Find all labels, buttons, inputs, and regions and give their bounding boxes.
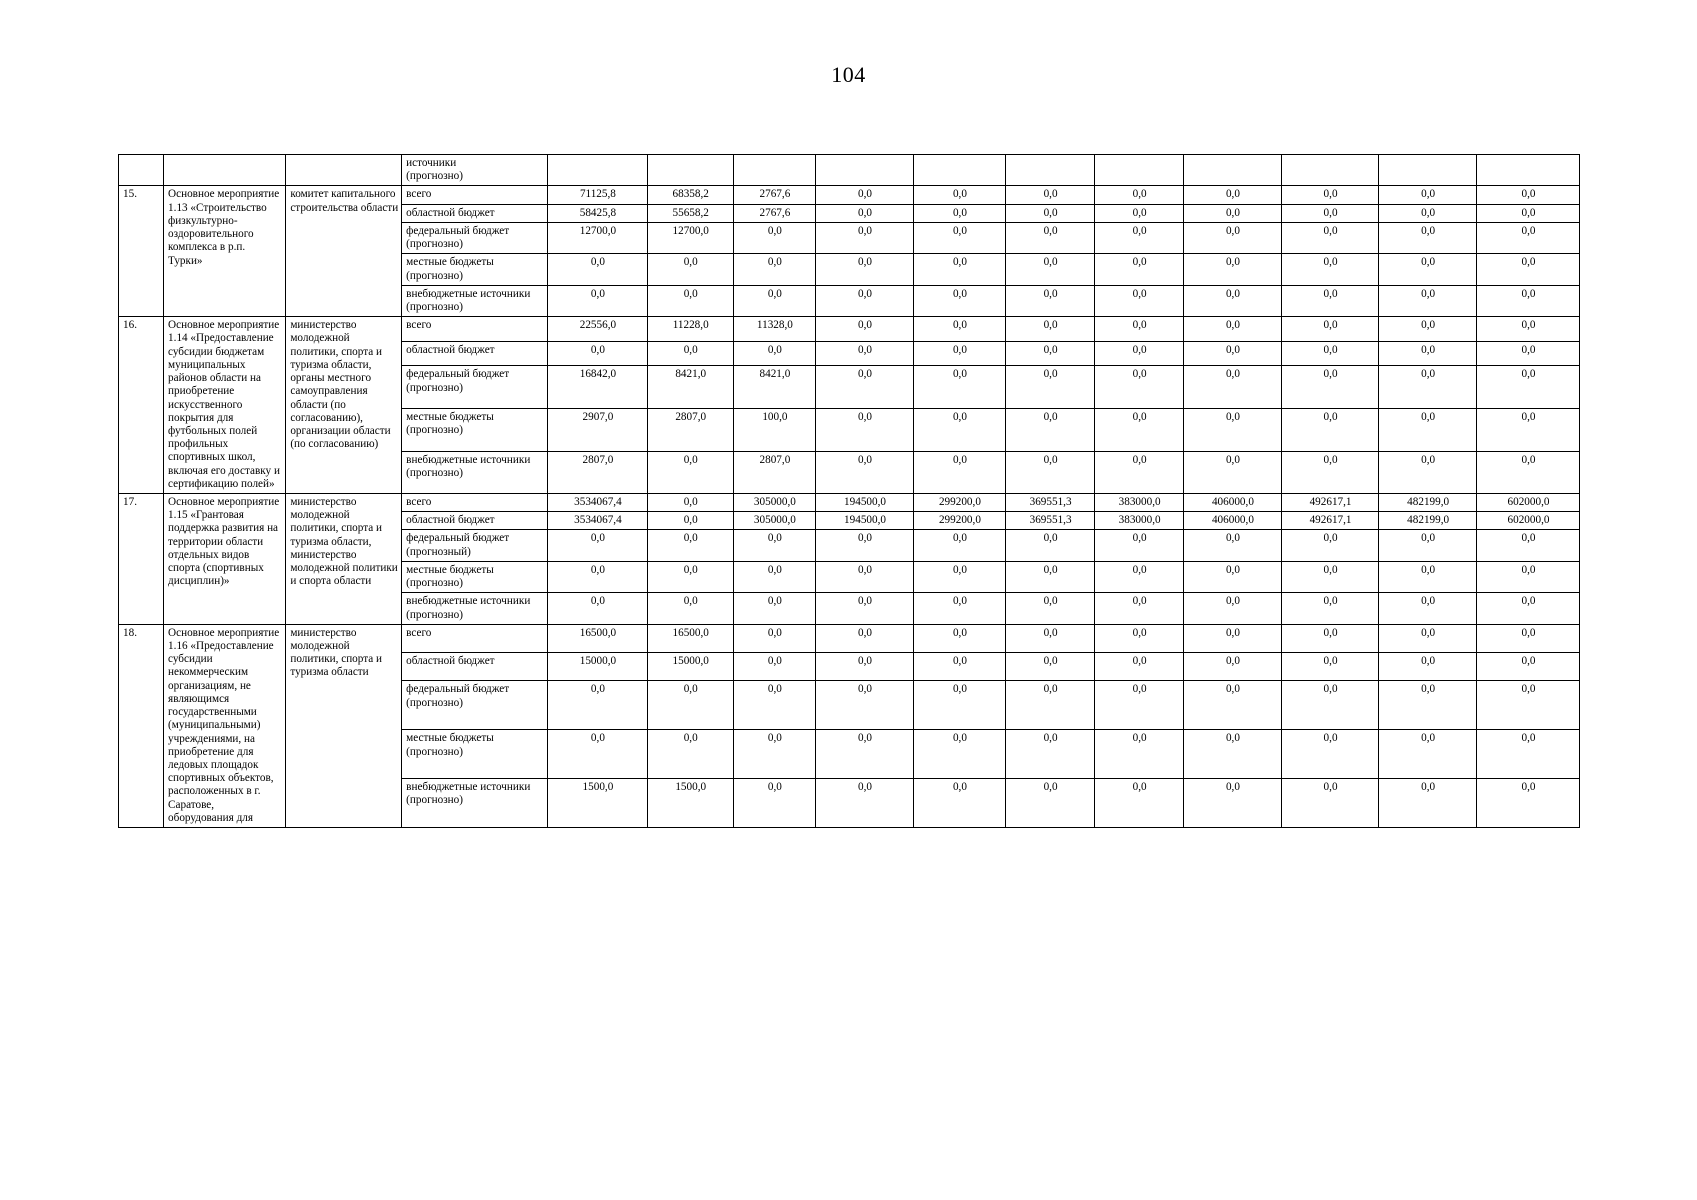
cell-source: областной бюджет (402, 204, 548, 222)
cell-value: 0,0 (1095, 317, 1184, 342)
cell-source: всего (402, 317, 548, 342)
cell-value: 0,0 (816, 730, 914, 779)
cell-value: 0,0 (1281, 222, 1379, 253)
cell-value: 0,0 (1006, 408, 1095, 451)
budget-table-body (119, 155, 1580, 828)
cell-value: 71125,8 (548, 186, 648, 204)
cell-value: 0,0 (1184, 730, 1282, 779)
cell-value: 0,0 (1184, 317, 1282, 342)
cell-value: 0,0 (816, 186, 914, 204)
cell-value: 0,0 (647, 451, 733, 494)
cell-value: 0,0 (647, 341, 733, 366)
source-line-1: источники (406, 157, 457, 169)
cell-value: 0,0 (1006, 451, 1095, 494)
cell-value: 0,0 (1476, 730, 1579, 779)
cell-value (733, 155, 816, 186)
cell-value: 0,0 (733, 530, 816, 561)
cell-value: 0,0 (1006, 624, 1095, 652)
cell-value: 0,0 (1095, 730, 1184, 779)
cell-value: 0,0 (913, 730, 1005, 779)
cell-value: 0,0 (1379, 186, 1477, 204)
cell-value: 0,0 (1281, 593, 1379, 624)
cell-value: 0,0 (816, 204, 914, 222)
cell-value: 0,0 (647, 593, 733, 624)
cell-value: 0,0 (647, 494, 733, 512)
cell-value: 0,0 (548, 561, 648, 592)
cell-value: 0,0 (1184, 593, 1282, 624)
cell-value: 0,0 (913, 530, 1005, 561)
cell-value: 383000,0 (1095, 512, 1184, 530)
cell-value: 0,0 (647, 730, 733, 779)
cell-value: 0,0 (1184, 779, 1282, 828)
cell-source: областной бюджет (402, 341, 548, 366)
cell-value: 0,0 (1184, 653, 1282, 681)
cell-value: 0,0 (733, 653, 816, 681)
cell-value: 406000,0 (1184, 494, 1282, 512)
cell-value: 482199,0 (1379, 494, 1477, 512)
cell-value: 0,0 (816, 593, 914, 624)
cell-value: 406000,0 (1184, 512, 1282, 530)
cell-value: 0,0 (1281, 561, 1379, 592)
cell-measure-name: Основное мероприятие 1.16 «Предоставление субсидии некоммерческим организациям, не являющимся государственными (муниципальными) учреждениями, на приобретение для ледовых площадок спортивных объектов, расположенных в г. Саратове, оборудования для (164, 624, 286, 827)
cell-value: 0,0 (1095, 204, 1184, 222)
cell-value: 0,0 (1476, 186, 1579, 204)
cell-value: 0,0 (1006, 204, 1095, 222)
cell-value: 0,0 (913, 204, 1005, 222)
cell-value (913, 155, 1005, 186)
cell-value (1095, 155, 1184, 186)
cell-value: 0,0 (1006, 254, 1095, 285)
cell-value: 0,0 (1476, 408, 1579, 451)
cell-measure-name: Основное мероприятие 1.14 «Предоставление субсидии бюджетам муниципальных районов области на приобретение искусственного покрытия для футбольных полей профильных спортивных школ, включая его доставку и сертификацию полей» (164, 317, 286, 494)
cell-value: 2767,6 (733, 204, 816, 222)
cell-value: 0,0 (1095, 561, 1184, 592)
cell-value: 0,0 (1281, 186, 1379, 204)
cell-value: 0,0 (1281, 730, 1379, 779)
cell-value: 0,0 (1095, 186, 1184, 204)
cell-value: 0,0 (1379, 681, 1477, 730)
cell-value: 0,0 (913, 624, 1005, 652)
cell-value: 0,0 (1379, 561, 1477, 592)
cell-value (1184, 155, 1282, 186)
cell-source: федеральный бюджет (прогнозно) (402, 681, 548, 730)
cell-responsible: министерство молодежной политики, спорта и туризма области (286, 624, 402, 827)
cell-value: 0,0 (1379, 593, 1477, 624)
cell-row-number: 15. (119, 186, 164, 317)
cell-value: 0,0 (1476, 530, 1579, 561)
cell-value: 55658,2 (647, 204, 733, 222)
cell-value: 299200,0 (913, 494, 1005, 512)
cell-value: 0,0 (1379, 285, 1477, 316)
cell-value (1476, 155, 1579, 186)
cell-value: 0,0 (913, 186, 1005, 204)
cell-value: 0,0 (1184, 530, 1282, 561)
cell-value: 0,0 (1095, 285, 1184, 316)
cell-value: 0,0 (1281, 317, 1379, 342)
cell-value: 0,0 (1184, 186, 1282, 204)
cell-value: 12700,0 (647, 222, 733, 253)
cell-value: 0,0 (733, 779, 816, 828)
cell-value: 0,0 (1476, 317, 1579, 342)
cell-value: 0,0 (1281, 408, 1379, 451)
cell-value: 299200,0 (913, 512, 1005, 530)
cell-value: 0,0 (1006, 186, 1095, 204)
cell-value: 0,0 (913, 366, 1005, 409)
cell-value: 0,0 (1379, 530, 1477, 561)
cell-value: 0,0 (913, 561, 1005, 592)
cell-value: 0,0 (733, 593, 816, 624)
cell-value: 0,0 (548, 285, 648, 316)
cell-value: 0,0 (913, 593, 1005, 624)
cell-row-number: 18. (119, 624, 164, 827)
cell-value: 0,0 (1476, 451, 1579, 494)
cell-value: 0,0 (1379, 624, 1477, 652)
cell-source: местные бюджеты (прогнозно) (402, 730, 548, 779)
cell-value: 482199,0 (1379, 512, 1477, 530)
cell-value: 0,0 (733, 341, 816, 366)
cell-value: 0,0 (816, 366, 914, 409)
cell-value: 0,0 (913, 653, 1005, 681)
cell-value: 0,0 (1184, 451, 1282, 494)
cell-value: 602000,0 (1476, 494, 1579, 512)
cell-source: внебюджетные источники (прогнозно) (402, 451, 548, 494)
cell-value: 0,0 (1281, 254, 1379, 285)
cell-value: 2807,0 (647, 408, 733, 451)
cell-value: 0,0 (1006, 779, 1095, 828)
cell-value: 0,0 (1281, 530, 1379, 561)
cell-value: 0,0 (913, 779, 1005, 828)
cell-value: 0,0 (1006, 366, 1095, 409)
cell-value: 0,0 (1281, 366, 1379, 409)
cell-value: 0,0 (913, 285, 1005, 316)
cell-source: местные бюджеты (прогнозно) (402, 254, 548, 285)
cell-value: 0,0 (1006, 317, 1095, 342)
cell-value: 0,0 (913, 222, 1005, 253)
cell-value: 0,0 (1095, 530, 1184, 561)
cell-value: 0,0 (1095, 341, 1184, 366)
cell-value: 0,0 (548, 254, 648, 285)
cell-responsible (286, 155, 402, 186)
cell-value: 0,0 (1281, 779, 1379, 828)
cell-value: 492617,1 (1281, 512, 1379, 530)
cell-value: 0,0 (1281, 451, 1379, 494)
cell-value: 0,0 (1095, 624, 1184, 652)
cell-value: 0,0 (913, 317, 1005, 342)
cell-value: 0,0 (1006, 341, 1095, 366)
cell-value: 0,0 (1006, 681, 1095, 730)
cell-value: 0,0 (548, 341, 648, 366)
cell-value: 0,0 (647, 285, 733, 316)
cell-value: 0,0 (1184, 681, 1282, 730)
cell-value: 0,0 (913, 451, 1005, 494)
cell-value: 0,0 (1281, 624, 1379, 652)
cell-value: 0,0 (1006, 593, 1095, 624)
table-row (119, 494, 1580, 512)
cell-source: федеральный бюджет (прогнозно) (402, 366, 548, 409)
cell-value: 369551,3 (1006, 494, 1095, 512)
cell-value: 0,0 (1476, 779, 1579, 828)
cell-value: 0,0 (816, 451, 914, 494)
cell-value: 3534067,4 (548, 494, 648, 512)
cell-value: 0,0 (1184, 624, 1282, 652)
cell-value: 8421,0 (647, 366, 733, 409)
cell-value: 0,0 (816, 624, 914, 652)
cell-value: 15000,0 (647, 653, 733, 681)
table-row (119, 155, 1580, 186)
cell-value: 0,0 (1379, 408, 1477, 451)
cell-value: 0,0 (816, 341, 914, 366)
cell-value: 100,0 (733, 408, 816, 451)
cell-value: 0,0 (647, 681, 733, 730)
cell-value: 0,0 (647, 254, 733, 285)
cell-source (402, 155, 548, 186)
cell-value: 0,0 (816, 779, 914, 828)
cell-value: 194500,0 (816, 494, 914, 512)
cell-value: 0,0 (1006, 561, 1095, 592)
cell-value: 0,0 (816, 285, 914, 316)
cell-value: 0,0 (1095, 366, 1184, 409)
cell-row-number (119, 155, 164, 186)
cell-value: 8421,0 (733, 366, 816, 409)
cell-value: 0,0 (1476, 593, 1579, 624)
cell-value: 0,0 (1281, 341, 1379, 366)
cell-value: 16500,0 (548, 624, 648, 652)
cell-value: 12700,0 (548, 222, 648, 253)
cell-value: 0,0 (1184, 204, 1282, 222)
cell-responsible: министерство молодежной политики, спорта и туризма области, органы местного самоуправления области (по согласованию), организации области (по согласованию) (286, 317, 402, 494)
cell-value: 369551,3 (1006, 512, 1095, 530)
cell-measure-name: Основное мероприятие 1.15 «Грантовая поддержка развития на территории области отдельных видов спорта (спортивных дисциплин)» (164, 494, 286, 625)
cell-value: 68358,2 (647, 186, 733, 204)
cell-value: 16500,0 (647, 624, 733, 652)
cell-value: 0,0 (1006, 285, 1095, 316)
cell-value: 0,0 (1476, 341, 1579, 366)
cell-value: 0,0 (1095, 254, 1184, 285)
cell-value: 0,0 (816, 530, 914, 561)
cell-value: 11328,0 (733, 317, 816, 342)
cell-value: 3534067,4 (548, 512, 648, 530)
cell-value: 0,0 (816, 681, 914, 730)
cell-value: 0,0 (1379, 222, 1477, 253)
cell-source: всего (402, 186, 548, 204)
cell-value: 1500,0 (548, 779, 648, 828)
cell-value (1281, 155, 1379, 186)
cell-value (1006, 155, 1095, 186)
cell-value: 2807,0 (733, 451, 816, 494)
cell-value (647, 155, 733, 186)
cell-value: 0,0 (1184, 408, 1282, 451)
cell-value: 0,0 (1006, 730, 1095, 779)
source-line-2: (прогнозно) (406, 170, 463, 183)
cell-row-number: 17. (119, 494, 164, 625)
cell-value: 0,0 (1379, 653, 1477, 681)
cell-value: 383000,0 (1095, 494, 1184, 512)
cell-value: 0,0 (1476, 222, 1579, 253)
cell-source: местные бюджеты (прогнозно) (402, 408, 548, 451)
cell-value: 0,0 (733, 561, 816, 592)
cell-value: 0,0 (1476, 254, 1579, 285)
cell-value: 0,0 (647, 530, 733, 561)
cell-value: 0,0 (1184, 366, 1282, 409)
cell-value: 0,0 (816, 408, 914, 451)
cell-value (1379, 155, 1477, 186)
cell-value: 0,0 (1095, 408, 1184, 451)
cell-value: 0,0 (1184, 285, 1282, 316)
cell-value: 0,0 (733, 285, 816, 316)
cell-value: 0,0 (733, 681, 816, 730)
cell-value: 0,0 (1184, 254, 1282, 285)
table-row (119, 186, 1580, 204)
cell-value: 0,0 (548, 681, 648, 730)
cell-source: внебюджетные источники (прогнозно) (402, 285, 548, 316)
cell-value: 0,0 (1379, 204, 1477, 222)
cell-value: 0,0 (1379, 730, 1477, 779)
cell-value: 0,0 (1379, 317, 1477, 342)
cell-value (548, 155, 648, 186)
cell-value: 0,0 (1095, 451, 1184, 494)
cell-value: 0,0 (913, 681, 1005, 730)
cell-value: 0,0 (1476, 681, 1579, 730)
cell-value: 0,0 (1379, 366, 1477, 409)
cell-value: 0,0 (548, 530, 648, 561)
cell-value (816, 155, 914, 186)
cell-value: 602000,0 (1476, 512, 1579, 530)
cell-value: 0,0 (733, 254, 816, 285)
cell-value: 0,0 (548, 593, 648, 624)
cell-value: 0,0 (816, 317, 914, 342)
cell-value: 0,0 (1379, 254, 1477, 285)
cell-value: 0,0 (913, 254, 1005, 285)
cell-value: 0,0 (733, 730, 816, 779)
cell-value: 0,0 (1281, 681, 1379, 730)
cell-value: 0,0 (733, 222, 816, 253)
cell-value: 0,0 (1476, 561, 1579, 592)
cell-source: внебюджетные источники (прогнозно) (402, 593, 548, 624)
cell-value: 305000,0 (733, 494, 816, 512)
cell-value: 0,0 (1476, 624, 1579, 652)
cell-source: областной бюджет (402, 653, 548, 681)
cell-value: 0,0 (1184, 341, 1282, 366)
cell-value: 0,0 (1006, 222, 1095, 253)
cell-value: 0,0 (913, 341, 1005, 366)
cell-value: 194500,0 (816, 512, 914, 530)
cell-value: 0,0 (1379, 451, 1477, 494)
cell-value: 0,0 (816, 254, 914, 285)
cell-value: 58425,8 (548, 204, 648, 222)
budget-table (118, 154, 1580, 828)
cell-value: 0,0 (1095, 222, 1184, 253)
cell-source: всего (402, 624, 548, 652)
cell-value: 0,0 (1095, 593, 1184, 624)
cell-responsible: комитет капитального строительства области (286, 186, 402, 317)
cell-value: 0,0 (1379, 341, 1477, 366)
cell-value: 2807,0 (548, 451, 648, 494)
cell-value: 0,0 (1006, 653, 1095, 681)
cell-value: 0,0 (548, 730, 648, 779)
cell-value: 0,0 (1095, 681, 1184, 730)
cell-value: 2767,6 (733, 186, 816, 204)
cell-value: 1500,0 (647, 779, 733, 828)
table-row (119, 624, 1580, 652)
cell-value: 305000,0 (733, 512, 816, 530)
cell-value: 11228,0 (647, 317, 733, 342)
cell-value: 0,0 (647, 512, 733, 530)
cell-value: 0,0 (913, 408, 1005, 451)
cell-value: 0,0 (1476, 366, 1579, 409)
cell-value: 0,0 (1095, 779, 1184, 828)
table-row (119, 317, 1580, 342)
cell-value: 22556,0 (548, 317, 648, 342)
cell-value: 0,0 (816, 653, 914, 681)
cell-value: 0,0 (1281, 204, 1379, 222)
cell-value: 0,0 (1184, 222, 1282, 253)
cell-value: 0,0 (1006, 530, 1095, 561)
cell-measure-name (164, 155, 286, 186)
cell-row-number: 16. (119, 317, 164, 494)
cell-source: всего (402, 494, 548, 512)
cell-value: 0,0 (816, 222, 914, 253)
cell-value: 0,0 (733, 624, 816, 652)
cell-value: 15000,0 (548, 653, 648, 681)
cell-value: 0,0 (1379, 779, 1477, 828)
cell-source: федеральный бюджет (прогнозно) (402, 222, 548, 253)
cell-value: 0,0 (1476, 204, 1579, 222)
cell-value: 2907,0 (548, 408, 648, 451)
cell-value: 0,0 (1281, 285, 1379, 316)
cell-value: 0,0 (1281, 653, 1379, 681)
cell-value: 0,0 (1184, 561, 1282, 592)
cell-source: внебюджетные источники (прогнозно) (402, 779, 548, 828)
cell-value: 0,0 (647, 561, 733, 592)
cell-source: областной бюджет (402, 512, 548, 530)
cell-measure-name: Основное мероприятие 1.13 «Строительство физкультурно-оздоровительного комплекса в р.п. Турки» (164, 186, 286, 317)
cell-source: местные бюджеты (прогнозно) (402, 561, 548, 592)
budget-table-container (118, 154, 1580, 828)
cell-value: 0,0 (1476, 285, 1579, 316)
cell-value: 0,0 (1476, 653, 1579, 681)
cell-value: 16842,0 (548, 366, 648, 409)
cell-value: 492617,1 (1281, 494, 1379, 512)
cell-responsible: министерство молодежной политики, спорта и туризма области, министерство молодежной политики и спорта области (286, 494, 402, 625)
cell-value: 0,0 (1095, 653, 1184, 681)
page-number: 104 (831, 62, 866, 87)
cell-value: 0,0 (816, 561, 914, 592)
cell-source: федеральный бюджет (прогнозный) (402, 530, 548, 561)
